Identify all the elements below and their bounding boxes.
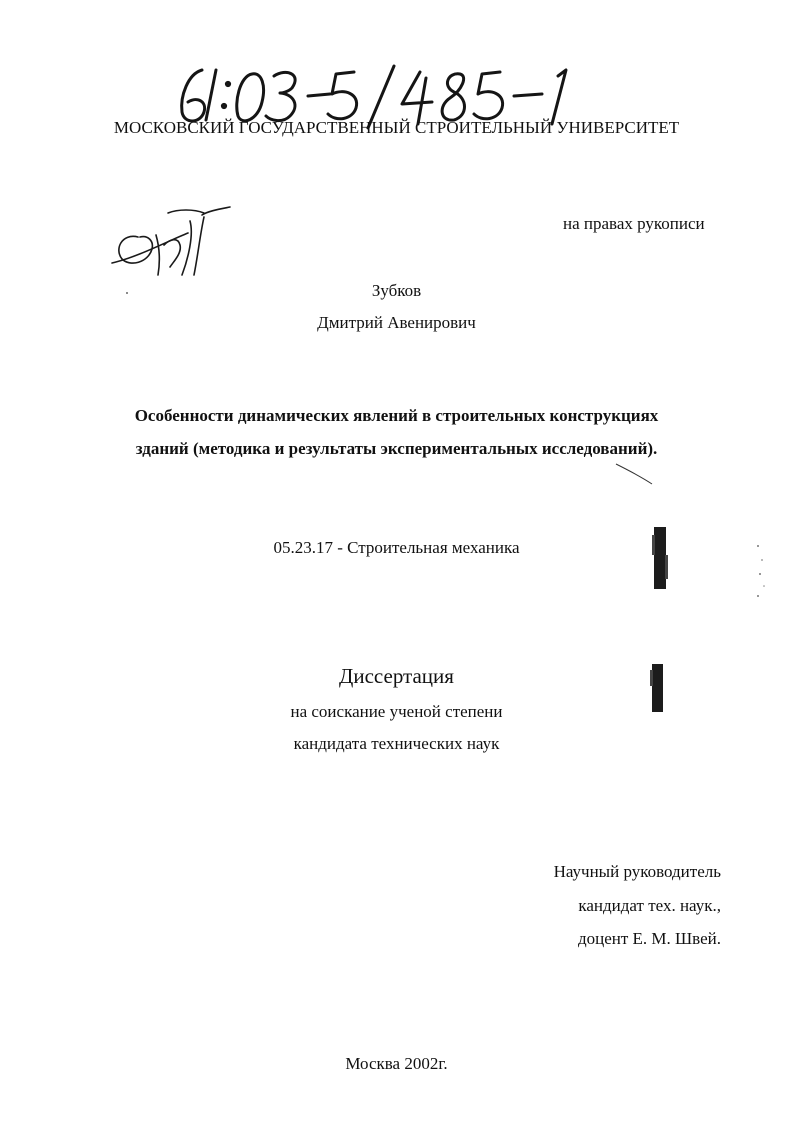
supervisor-degree: кандидат тех. наук., <box>578 896 721 915</box>
pen-stroke-mark <box>614 458 654 488</box>
scan-speckle-mark <box>752 540 772 600</box>
degree-line-2: кандидата технических наук <box>293 734 500 753</box>
thesis-title-line-1: Особенности динамических явлений в строительных конструкциях <box>134 406 659 425</box>
specialty-code: 05.23.17 - Строительная механика <box>273 538 520 557</box>
degree-line-1: на соискание ученой степени <box>290 702 503 721</box>
handwritten-signature <box>108 205 238 285</box>
thesis-title-line-2: зданий (методика и результаты экспериментальных исследований). <box>135 439 658 458</box>
place-and-year: Москва 2002г. <box>345 1054 448 1073</box>
university-name: МОСКОВСКИЙ ГОСУДАРСТВЕННЫЙ СТРОИТЕЛЬНЫЙ УНИВЕРСИТЕТ <box>113 118 680 137</box>
author-given-names: Дмитрий Авенирович <box>317 313 476 332</box>
document-type: Диссертация <box>339 664 454 688</box>
scan-dot-mark <box>124 290 130 296</box>
scan-smudge-mark <box>646 662 670 714</box>
author-surname: Зубков <box>371 281 422 300</box>
manuscript-rights-note: на правах рукописи <box>563 214 705 233</box>
scan-smudge-mark <box>648 525 672 591</box>
supervisor-label: Научный руководитель <box>553 862 721 881</box>
supervisor-name: доцент Е. М. Швей. <box>577 929 721 948</box>
